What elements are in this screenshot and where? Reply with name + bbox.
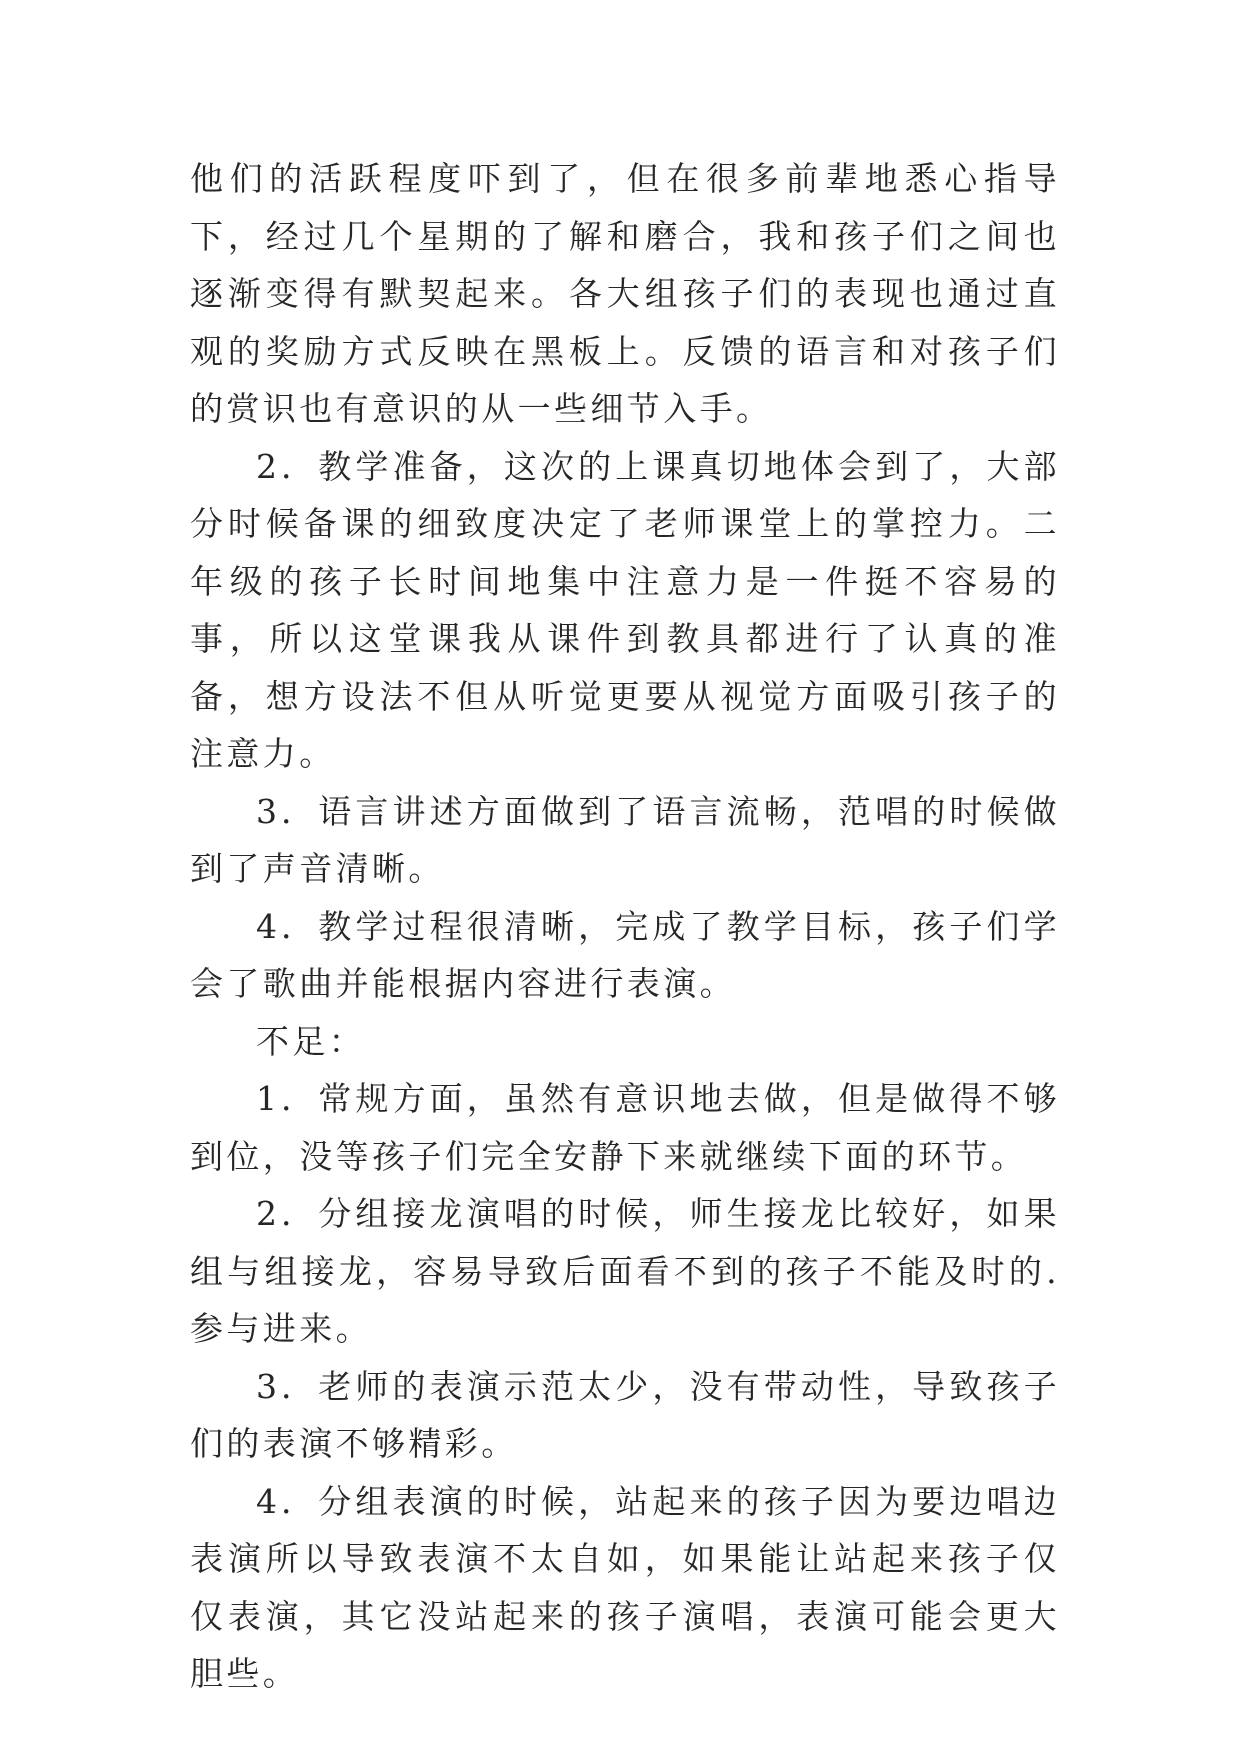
section-heading-shortcomings: 不足：	[256, 1021, 366, 1061]
paragraph-shortcoming-3: 3．老师的表演示范太少，没有带动性，导致孩子们的表演不够精彩。	[190, 1366, 1060, 1463]
paragraph-shortcoming-4: 4．分组表演的时候，站起来的孩子因为要边唱边表演所以导致表演不太自如，如果能让站起来孩子仅仅表演，其它没站起来的孩子演唱，表演可能会更大胆些。	[190, 1481, 1060, 1693]
paragraph-shortcoming-1: 1．常规方面，虽然有意识地去做，但是做得不够到位，没等孩子们完全安静下来就继续下面的环节。	[190, 1079, 1060, 1176]
paragraph-shortcoming-2: 2．分组接龙演唱的时候，师生接龙比较好，如果组与组接龙，容易导致后面看不到的孩子不能及时的.参与进来。	[190, 1194, 1060, 1348]
paragraph-continuation: 他们的活跃程度吓到了，但在很多前辈地悉心指导下，经过几个星期的了解和磨合，我和孩子们之间也逐渐变得有默契起来。各大组孩子们的表现也通过直观的奖励方式反映在黑板上。反馈的语言和对孩子们的赏识也有意识的从一些细节入手。	[190, 159, 1060, 428]
paragraph-item-3-language: 3．语言讲述方面做到了语言流畅，范唱的时候做到了声音清晰。	[190, 791, 1060, 888]
paragraph-item-2-preparation: 2．教学准备，这次的上课真切地体会到了，大部分时候备课的细致度决定了老师课堂上的掌控力。二年级的孩子长时间地集中注意力是一件挺不容易的事，所以这堂课我从课件到教具都进行了认真的准备，想方设法不但从听觉更要从视觉方面吸引孩子的注意力。	[190, 446, 1060, 773]
document-body	[190, 150, 1060, 1703]
paragraph-item-4-process: 4．教学过程很清晰，完成了教学目标，孩子们学会了歌曲并能根据内容进行表演。	[190, 906, 1060, 1003]
